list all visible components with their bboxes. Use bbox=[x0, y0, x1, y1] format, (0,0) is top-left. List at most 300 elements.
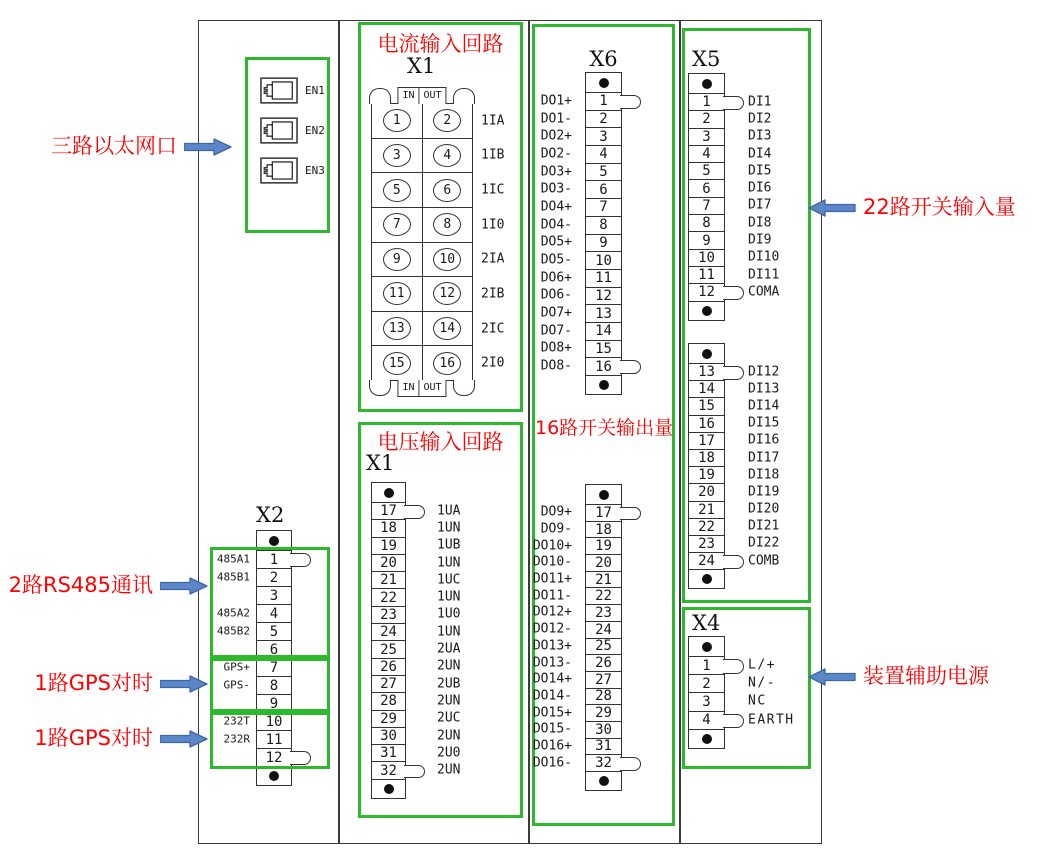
terminal-label: DO8- bbox=[540, 358, 572, 374]
terminal-row bbox=[540, 287, 622, 305]
terminal-rows bbox=[371, 502, 461, 779]
terminal-number: 3 bbox=[702, 693, 711, 710]
terminal-label: DI6 bbox=[748, 180, 772, 196]
pin-circle: 7 bbox=[383, 213, 411, 236]
dot-icon bbox=[702, 734, 712, 744]
terminal-box bbox=[688, 145, 725, 162]
in-cell bbox=[372, 312, 422, 346]
terminal-box bbox=[256, 586, 292, 604]
terminal-number: 29 bbox=[380, 710, 397, 727]
in-header: IN bbox=[397, 87, 419, 104]
terminal-row bbox=[540, 357, 622, 375]
terminal-row bbox=[532, 537, 622, 555]
terminal-number: 23 bbox=[595, 604, 612, 621]
terminal-number: 20 bbox=[698, 484, 715, 501]
terminal-box bbox=[688, 380, 725, 397]
terminal-box bbox=[585, 521, 622, 538]
terminal-number: 2 bbox=[702, 675, 711, 692]
annotation-aux-power bbox=[808, 665, 989, 689]
terminal-box bbox=[256, 622, 292, 640]
terminal-number: 10 bbox=[595, 252, 612, 269]
terminal-box bbox=[585, 587, 622, 604]
terminal-number: 24 bbox=[595, 621, 612, 638]
terminal-box bbox=[371, 571, 406, 588]
terminal-row bbox=[371, 727, 461, 744]
terminal-row bbox=[540, 504, 622, 521]
terminal-box bbox=[371, 710, 406, 727]
terminal-box bbox=[256, 604, 292, 622]
terminal-box bbox=[688, 552, 725, 569]
terminal-box bbox=[688, 249, 725, 266]
terminal-row bbox=[532, 587, 622, 605]
terminal-number: 9 bbox=[269, 695, 279, 712]
terminal-row bbox=[540, 92, 622, 110]
terminal-number: 16 bbox=[698, 415, 715, 432]
terminal-box bbox=[585, 554, 622, 571]
x6-connector-title: X6 bbox=[589, 47, 618, 71]
terminal-number: 25 bbox=[380, 641, 397, 658]
terminal-row bbox=[532, 738, 622, 755]
terminal-label: DI4 bbox=[748, 146, 772, 162]
terminal-label: DO3+ bbox=[540, 164, 572, 180]
terminal-label: 485A1 bbox=[216, 552, 250, 566]
terminal-row bbox=[688, 397, 780, 415]
pin-circle: 9 bbox=[383, 248, 411, 271]
terminal-label: DO11+ bbox=[532, 571, 572, 587]
terminal-box bbox=[371, 588, 406, 605]
terminal-number: 5 bbox=[702, 163, 711, 180]
terminal-box bbox=[256, 676, 292, 694]
terminal-row bbox=[688, 449, 780, 467]
terminal-box bbox=[688, 483, 725, 500]
current-row-label: 2IC bbox=[481, 321, 505, 337]
keying-dot bbox=[688, 729, 725, 749]
terminal-row bbox=[223, 730, 292, 748]
terminal-number: 11 bbox=[595, 270, 612, 287]
terminal-box bbox=[371, 606, 406, 623]
terminal-box bbox=[688, 692, 725, 710]
keying-dot bbox=[585, 72, 622, 92]
ethernet-port-label: EN3 bbox=[305, 164, 325, 177]
terminal-row bbox=[540, 216, 622, 234]
io-header bbox=[397, 87, 446, 104]
terminal-label: GPS- bbox=[223, 678, 250, 692]
power-terminal-strip bbox=[688, 636, 795, 749]
terminal-label: DO13- bbox=[532, 655, 572, 671]
terminal-number: 20 bbox=[595, 554, 612, 571]
terminal-number: 3 bbox=[599, 128, 608, 145]
terminal-label: DO4- bbox=[540, 217, 572, 233]
ethernet-port-icon bbox=[260, 77, 298, 104]
terminal-tab bbox=[290, 751, 311, 765]
terminal-label: DO10+ bbox=[532, 538, 572, 554]
terminal-label: COMA bbox=[748, 284, 780, 300]
keying-dot bbox=[688, 343, 725, 363]
terminal-label: DO16- bbox=[532, 755, 572, 771]
terminal-box bbox=[585, 287, 622, 305]
terminal-number: 2 bbox=[269, 569, 279, 586]
terminal-rows bbox=[532, 504, 622, 772]
terminal-box bbox=[585, 145, 622, 163]
terminal-number: 1 bbox=[269, 551, 279, 568]
in-cell bbox=[372, 277, 422, 311]
mounting-ear bbox=[369, 380, 391, 396]
keying-dot bbox=[371, 482, 406, 502]
terminal-row bbox=[688, 518, 780, 535]
terminal-label: 232R bbox=[223, 732, 250, 746]
terminal-row bbox=[216, 622, 292, 640]
dot-icon bbox=[384, 784, 394, 794]
out-cell bbox=[422, 243, 473, 277]
terminal-row bbox=[540, 521, 622, 538]
terminal-row bbox=[688, 483, 780, 501]
terminal-number: 7 bbox=[269, 659, 279, 676]
terminal-box bbox=[688, 231, 725, 248]
pin-circle: 14 bbox=[433, 317, 461, 340]
terminal-box bbox=[371, 554, 406, 571]
keying-dot bbox=[585, 484, 622, 504]
terminal-rows bbox=[688, 656, 795, 729]
terminal-box bbox=[585, 357, 622, 375]
terminal-box bbox=[585, 340, 622, 358]
terminal-number: 26 bbox=[595, 655, 612, 672]
voltage-connector-title: X1 bbox=[366, 451, 395, 475]
terminal-box bbox=[688, 415, 725, 432]
terminal-number: 28 bbox=[380, 693, 397, 710]
terminal-row bbox=[371, 606, 461, 623]
terminal-number: 8 bbox=[702, 215, 711, 232]
current-row-label: 2IA bbox=[481, 251, 505, 267]
right-arrow-icon bbox=[184, 138, 232, 156]
dot-icon bbox=[599, 78, 609, 88]
terminal-label: DO10- bbox=[532, 554, 572, 570]
panel-divider bbox=[528, 20, 530, 844]
terminal-tab bbox=[723, 366, 744, 380]
annotation-label: 1路GPS对时 bbox=[34, 726, 153, 751]
terminal-row bbox=[540, 163, 622, 181]
terminal-number: 11 bbox=[698, 267, 715, 284]
terminal-box bbox=[688, 110, 725, 127]
terminal-label: DO6+ bbox=[540, 270, 572, 286]
terminal-row bbox=[256, 640, 292, 658]
terminal-box bbox=[585, 234, 622, 252]
terminal-number: 8 bbox=[269, 677, 279, 694]
keying-dot bbox=[688, 636, 725, 656]
terminal-label: DO12- bbox=[532, 621, 572, 637]
terminal-box bbox=[688, 397, 725, 414]
dot-icon bbox=[599, 490, 609, 500]
terminal-box bbox=[256, 640, 292, 658]
ethernet-port bbox=[260, 77, 327, 104]
terminal-number: 20 bbox=[380, 555, 397, 572]
terminal-number: 17 bbox=[380, 503, 397, 520]
terminal-number: 6 bbox=[599, 181, 608, 198]
in-cell bbox=[372, 104, 422, 138]
pin-circle: 4 bbox=[433, 144, 461, 167]
current-row bbox=[372, 207, 505, 242]
terminal-number: 12 bbox=[265, 749, 283, 766]
terminal-box bbox=[256, 712, 292, 730]
terminal-box bbox=[585, 198, 622, 216]
terminal-number: 27 bbox=[595, 671, 612, 688]
out-header: OUT bbox=[419, 87, 446, 104]
terminal-number: 19 bbox=[698, 467, 715, 484]
keying-dot bbox=[371, 779, 406, 799]
terminal-number: 9 bbox=[599, 234, 608, 251]
terminal-label: DO16+ bbox=[532, 738, 572, 754]
dot-icon bbox=[384, 488, 394, 498]
ethernet-port-label: EN2 bbox=[305, 124, 325, 137]
terminal-box bbox=[688, 674, 725, 692]
mounting-ear bbox=[369, 88, 391, 104]
terminal-number: 3 bbox=[269, 587, 279, 604]
terminal-label: DO15- bbox=[532, 721, 572, 737]
terminal-box bbox=[688, 501, 725, 518]
terminal-number: 25 bbox=[595, 638, 612, 655]
terminal-number: 4 bbox=[702, 712, 711, 729]
pin-circle: 13 bbox=[383, 317, 411, 340]
pin-circle: 8 bbox=[433, 213, 461, 236]
terminal-label: DI18 bbox=[748, 467, 780, 483]
pin-circle: 3 bbox=[383, 144, 411, 167]
terminal-number: 4 bbox=[702, 146, 711, 163]
terminal-row bbox=[688, 197, 772, 214]
terminal-row bbox=[540, 198, 622, 216]
x4-connector-title: X4 bbox=[692, 611, 721, 635]
keying-dot bbox=[585, 771, 622, 791]
terminal-box bbox=[371, 640, 406, 657]
terminal-box bbox=[585, 180, 622, 198]
terminal-box bbox=[585, 504, 622, 521]
terminal-label: DI20 bbox=[748, 501, 780, 517]
terminal-box bbox=[256, 730, 292, 748]
terminal-number: 11 bbox=[265, 731, 283, 748]
terminal-label: DO9+ bbox=[540, 504, 572, 520]
ethernet-port-icon bbox=[260, 117, 298, 144]
terminal-label: N/- bbox=[748, 675, 776, 691]
terminal-tab bbox=[620, 360, 641, 374]
terminal-label: DI5 bbox=[748, 163, 772, 179]
terminal-rows bbox=[688, 93, 780, 301]
terminal-row bbox=[688, 711, 795, 729]
terminal-box bbox=[585, 269, 622, 287]
keying-dot bbox=[688, 301, 725, 321]
terminal-tab bbox=[723, 714, 744, 728]
current-terminal-table bbox=[371, 90, 505, 393]
terminal-rows bbox=[688, 363, 780, 570]
terminal-label: DO5+ bbox=[540, 234, 572, 250]
current-row bbox=[372, 172, 505, 207]
comm-terminal-strip bbox=[216, 530, 292, 786]
terminal-row bbox=[371, 537, 461, 554]
terminal-box bbox=[371, 519, 406, 536]
out-footer: OUT bbox=[419, 380, 446, 397]
terminal-box bbox=[688, 283, 725, 300]
pin-circle: 6 bbox=[433, 179, 461, 202]
terminal-row bbox=[540, 145, 622, 163]
terminal-box bbox=[688, 432, 725, 449]
terminal-box bbox=[585, 571, 622, 588]
terminal-label: DO8+ bbox=[540, 340, 572, 356]
terminal-number: 6 bbox=[269, 641, 279, 658]
annotation-gps-1 bbox=[34, 672, 208, 696]
terminal-row bbox=[256, 694, 292, 712]
terminal-label: DI12 bbox=[748, 364, 780, 380]
terminal-label: 485A2 bbox=[216, 606, 250, 620]
pin-circle: 11 bbox=[383, 282, 411, 305]
terminal-number: 7 bbox=[599, 199, 608, 216]
terminal-row bbox=[688, 552, 780, 570]
dot-icon bbox=[702, 349, 712, 359]
annotation-label: 装置辅助电源 bbox=[863, 664, 989, 689]
terminal-label: 485B1 bbox=[216, 570, 250, 584]
terminal-number: 18 bbox=[380, 520, 397, 537]
terminal-number: 22 bbox=[595, 588, 612, 605]
terminal-label: 2UN bbox=[437, 658, 461, 674]
pin-circle: 12 bbox=[433, 282, 461, 305]
panel-divider bbox=[338, 20, 340, 844]
terminal-row bbox=[256, 748, 292, 766]
terminal-box bbox=[585, 688, 622, 705]
annotation-label: 三路以太网口 bbox=[51, 134, 177, 159]
terminal-label: DO15+ bbox=[532, 705, 572, 721]
terminal-number: 21 bbox=[380, 572, 397, 589]
out-cell bbox=[422, 208, 473, 242]
terminal-row bbox=[216, 604, 292, 622]
terminal-row bbox=[371, 519, 461, 537]
terminal-label: DO6- bbox=[540, 287, 572, 303]
terminal-number: 1 bbox=[599, 93, 608, 110]
terminal-number: 19 bbox=[595, 538, 612, 555]
current-row-label: 1IC bbox=[481, 182, 505, 198]
terminal-label: GPS+ bbox=[223, 660, 250, 674]
terminal-number: 30 bbox=[595, 721, 612, 738]
terminal-row bbox=[532, 554, 622, 571]
dot-icon bbox=[599, 776, 609, 786]
terminal-number: 21 bbox=[595, 571, 612, 588]
terminal-label: EARTH bbox=[748, 712, 795, 728]
terminal-number: 1 bbox=[702, 94, 711, 111]
terminal-row bbox=[223, 712, 292, 730]
terminal-row bbox=[688, 380, 780, 398]
terminal-box bbox=[371, 675, 406, 692]
left-arrow-icon bbox=[808, 668, 856, 686]
terminal-label: 1UA bbox=[437, 503, 461, 519]
terminal-label: DI15 bbox=[748, 415, 780, 431]
terminal-row bbox=[256, 586, 292, 604]
terminal-row bbox=[532, 638, 622, 655]
terminal-row bbox=[688, 535, 780, 552]
right-arrow-icon bbox=[160, 577, 208, 595]
di-strip-2 bbox=[688, 343, 780, 589]
terminal-row bbox=[540, 269, 622, 287]
terminal-number: 10 bbox=[698, 249, 715, 266]
terminal-label: DI7 bbox=[748, 197, 772, 213]
terminal-box bbox=[585, 537, 622, 554]
terminal-row bbox=[223, 676, 292, 694]
terminal-number: 8 bbox=[599, 217, 608, 234]
terminal-row bbox=[216, 568, 292, 586]
in-cell bbox=[372, 208, 422, 242]
terminal-label: DI17 bbox=[748, 450, 780, 466]
keying-dot bbox=[256, 530, 292, 550]
terminal-row bbox=[688, 145, 772, 163]
x2-connector-title: X2 bbox=[256, 503, 285, 527]
terminal-label: DO9- bbox=[540, 521, 572, 537]
terminal-row bbox=[688, 692, 767, 710]
terminal-row bbox=[688, 93, 772, 111]
terminal-rows bbox=[216, 550, 292, 766]
terminal-row bbox=[540, 304, 622, 322]
keying-dot bbox=[585, 375, 622, 395]
terminal-box bbox=[585, 671, 622, 688]
terminal-row bbox=[688, 415, 780, 432]
terminal-label: 2UN bbox=[437, 693, 461, 709]
current-row-label: 1I0 bbox=[481, 217, 505, 233]
in-cell bbox=[372, 346, 422, 380]
terminal-number: 23 bbox=[380, 606, 397, 623]
terminal-row bbox=[688, 128, 772, 145]
terminal-number: 12 bbox=[595, 287, 612, 304]
current-row bbox=[372, 138, 505, 173]
terminal-row bbox=[532, 654, 622, 672]
terminal-row bbox=[532, 721, 622, 738]
keying-dot bbox=[688, 569, 725, 589]
terminal-row bbox=[532, 671, 622, 688]
terminal-label: 2UB bbox=[437, 676, 461, 692]
ethernet-port bbox=[260, 157, 327, 184]
terminal-row bbox=[688, 283, 780, 301]
terminal-box bbox=[256, 658, 292, 676]
terminal-box bbox=[585, 216, 622, 234]
do-strip-1 bbox=[540, 72, 622, 395]
terminal-box bbox=[688, 179, 725, 196]
terminal-label: DO12+ bbox=[532, 604, 572, 620]
mounting-ear bbox=[453, 88, 475, 104]
terminal-row bbox=[532, 571, 622, 588]
terminal-box bbox=[256, 568, 292, 586]
terminal-row bbox=[223, 658, 292, 676]
terminal-label: DO7- bbox=[540, 323, 572, 339]
terminal-box bbox=[585, 163, 622, 181]
terminal-box bbox=[371, 761, 406, 778]
terminal-box bbox=[688, 128, 725, 145]
terminal-tab bbox=[723, 659, 744, 673]
terminal-row bbox=[532, 688, 622, 705]
terminal-label: DO4+ bbox=[540, 199, 572, 215]
terminal-number: 2 bbox=[599, 111, 608, 128]
terminal-row bbox=[371, 502, 461, 520]
ethernet-port-label: EN1 bbox=[305, 84, 325, 97]
terminal-row bbox=[688, 466, 780, 484]
left-arrow-icon bbox=[808, 199, 856, 217]
terminal-row bbox=[688, 231, 772, 249]
ethernet-port bbox=[260, 117, 327, 144]
terminal-box bbox=[585, 251, 622, 269]
in-cell bbox=[372, 139, 422, 173]
current-input-title: 电流输入回路 bbox=[377, 32, 504, 56]
terminal-number: 13 bbox=[698, 364, 715, 381]
panel-divider bbox=[679, 20, 681, 844]
terminal-row bbox=[540, 234, 622, 252]
out-cell bbox=[422, 173, 473, 207]
terminal-label: DO3- bbox=[540, 181, 572, 197]
current-rows bbox=[372, 104, 505, 380]
out-cell bbox=[422, 104, 473, 138]
terminal-number: 32 bbox=[595, 755, 612, 772]
terminal-box bbox=[688, 535, 725, 552]
terminal-label: DO11- bbox=[532, 588, 572, 604]
